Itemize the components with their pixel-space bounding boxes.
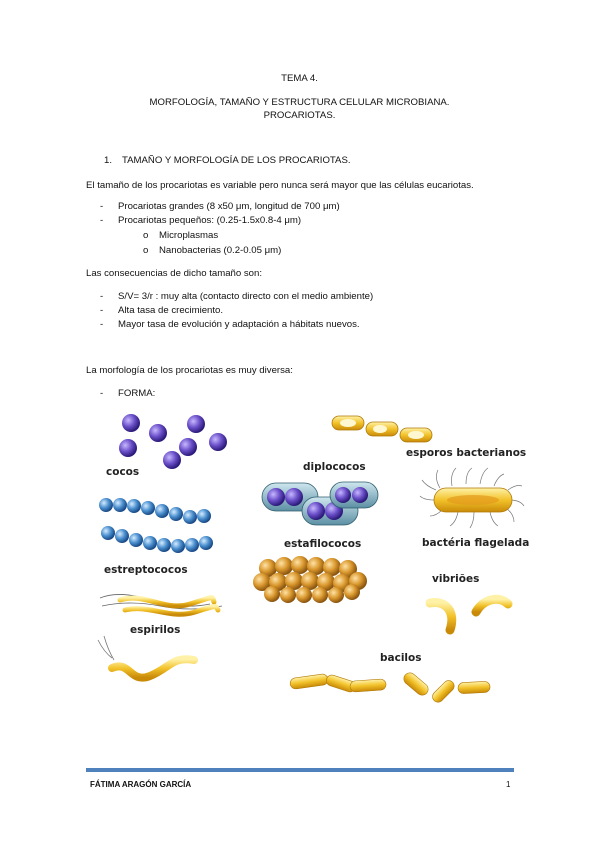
- bullet-dash: -: [100, 319, 104, 330]
- label-estafilococos: estafilococos: [284, 538, 362, 550]
- bullet-dash: -: [100, 388, 104, 399]
- label-diplococos: diplococos: [303, 461, 366, 473]
- bullet-dash: -: [100, 305, 104, 316]
- footer-author: FÁTIMA ARAGÓN GARCÍA: [90, 780, 192, 789]
- diplococos-illustration: [262, 482, 378, 525]
- label-estreptococos: estreptococos: [104, 564, 188, 576]
- list-item: Mayor tasa de evolución y adaptación a hábitats nuevos.: [118, 319, 360, 330]
- label-flagelada: bactéria flagelada: [422, 537, 530, 549]
- label-espirilos: espirilos: [130, 624, 181, 636]
- label-bacilos: bacilos: [380, 652, 422, 664]
- list-item: S/V= 3/r : muy alta (contacto directo con el medio ambiente): [118, 291, 374, 302]
- topic-heading: TEMA 4.: [281, 73, 318, 84]
- sub-bullet: o: [143, 245, 149, 256]
- section-number: 1.: [104, 155, 113, 166]
- estafilococos-illustration: [253, 556, 367, 603]
- espirilos-illustration: [100, 594, 222, 614]
- list-item: Procariotas grandes (8 x50 μm, longitud de 700 μm): [118, 201, 340, 212]
- list-item: Nanobacterias (0.2-0.05 μm): [159, 245, 282, 256]
- estreptococos-illustration: [99, 498, 213, 553]
- vibrioes-illustration: [430, 599, 508, 630]
- sub-bullet: o: [143, 230, 149, 241]
- list-item: Procariotas pequeños: (0.25-1.5x0.8-4 μm): [118, 215, 302, 226]
- cocos-illustration: [119, 414, 227, 469]
- bacilos-illustration: [289, 670, 490, 704]
- document-subtitle: PROCARIOTAS.: [263, 110, 336, 121]
- bullet-dash: -: [100, 291, 104, 302]
- section-heading: TAMAÑO Y MORFOLOGÍA DE LOS PROCARIOTAS.: [122, 155, 351, 166]
- page-number: 1: [506, 780, 511, 789]
- espirilo-large-illustration: [98, 636, 194, 678]
- morphology-intro: La morfología de los procariotas es muy diversa:: [86, 365, 293, 376]
- bullet-dash: -: [100, 201, 104, 212]
- forma-label: FORMA:: [118, 388, 156, 399]
- list-item: Alta tasa de crecimiento.: [118, 305, 224, 316]
- label-cocos: cocos: [106, 466, 140, 478]
- document-title: MORFOLOGÍA, TAMAÑO Y ESTRUCTURA CELULAR MICROBIANA.: [149, 97, 450, 108]
- intro-paragraph: El tamaño de los procariotas es variable pero nunca será mayor que las células eucariotas.: [86, 180, 474, 191]
- label-esporos: esporos bacterianos: [406, 447, 527, 459]
- bacteria-flagelada-illustration: [420, 468, 524, 528]
- label-vibrioes: vibriões: [432, 573, 480, 585]
- list-item: Microplasmas: [159, 230, 219, 241]
- consequences-intro: Las consecuencias de dicho tamaño son:: [86, 268, 262, 279]
- esporos-illustration: [332, 416, 432, 442]
- bullet-dash: -: [100, 215, 104, 226]
- footer-rule: [86, 768, 514, 772]
